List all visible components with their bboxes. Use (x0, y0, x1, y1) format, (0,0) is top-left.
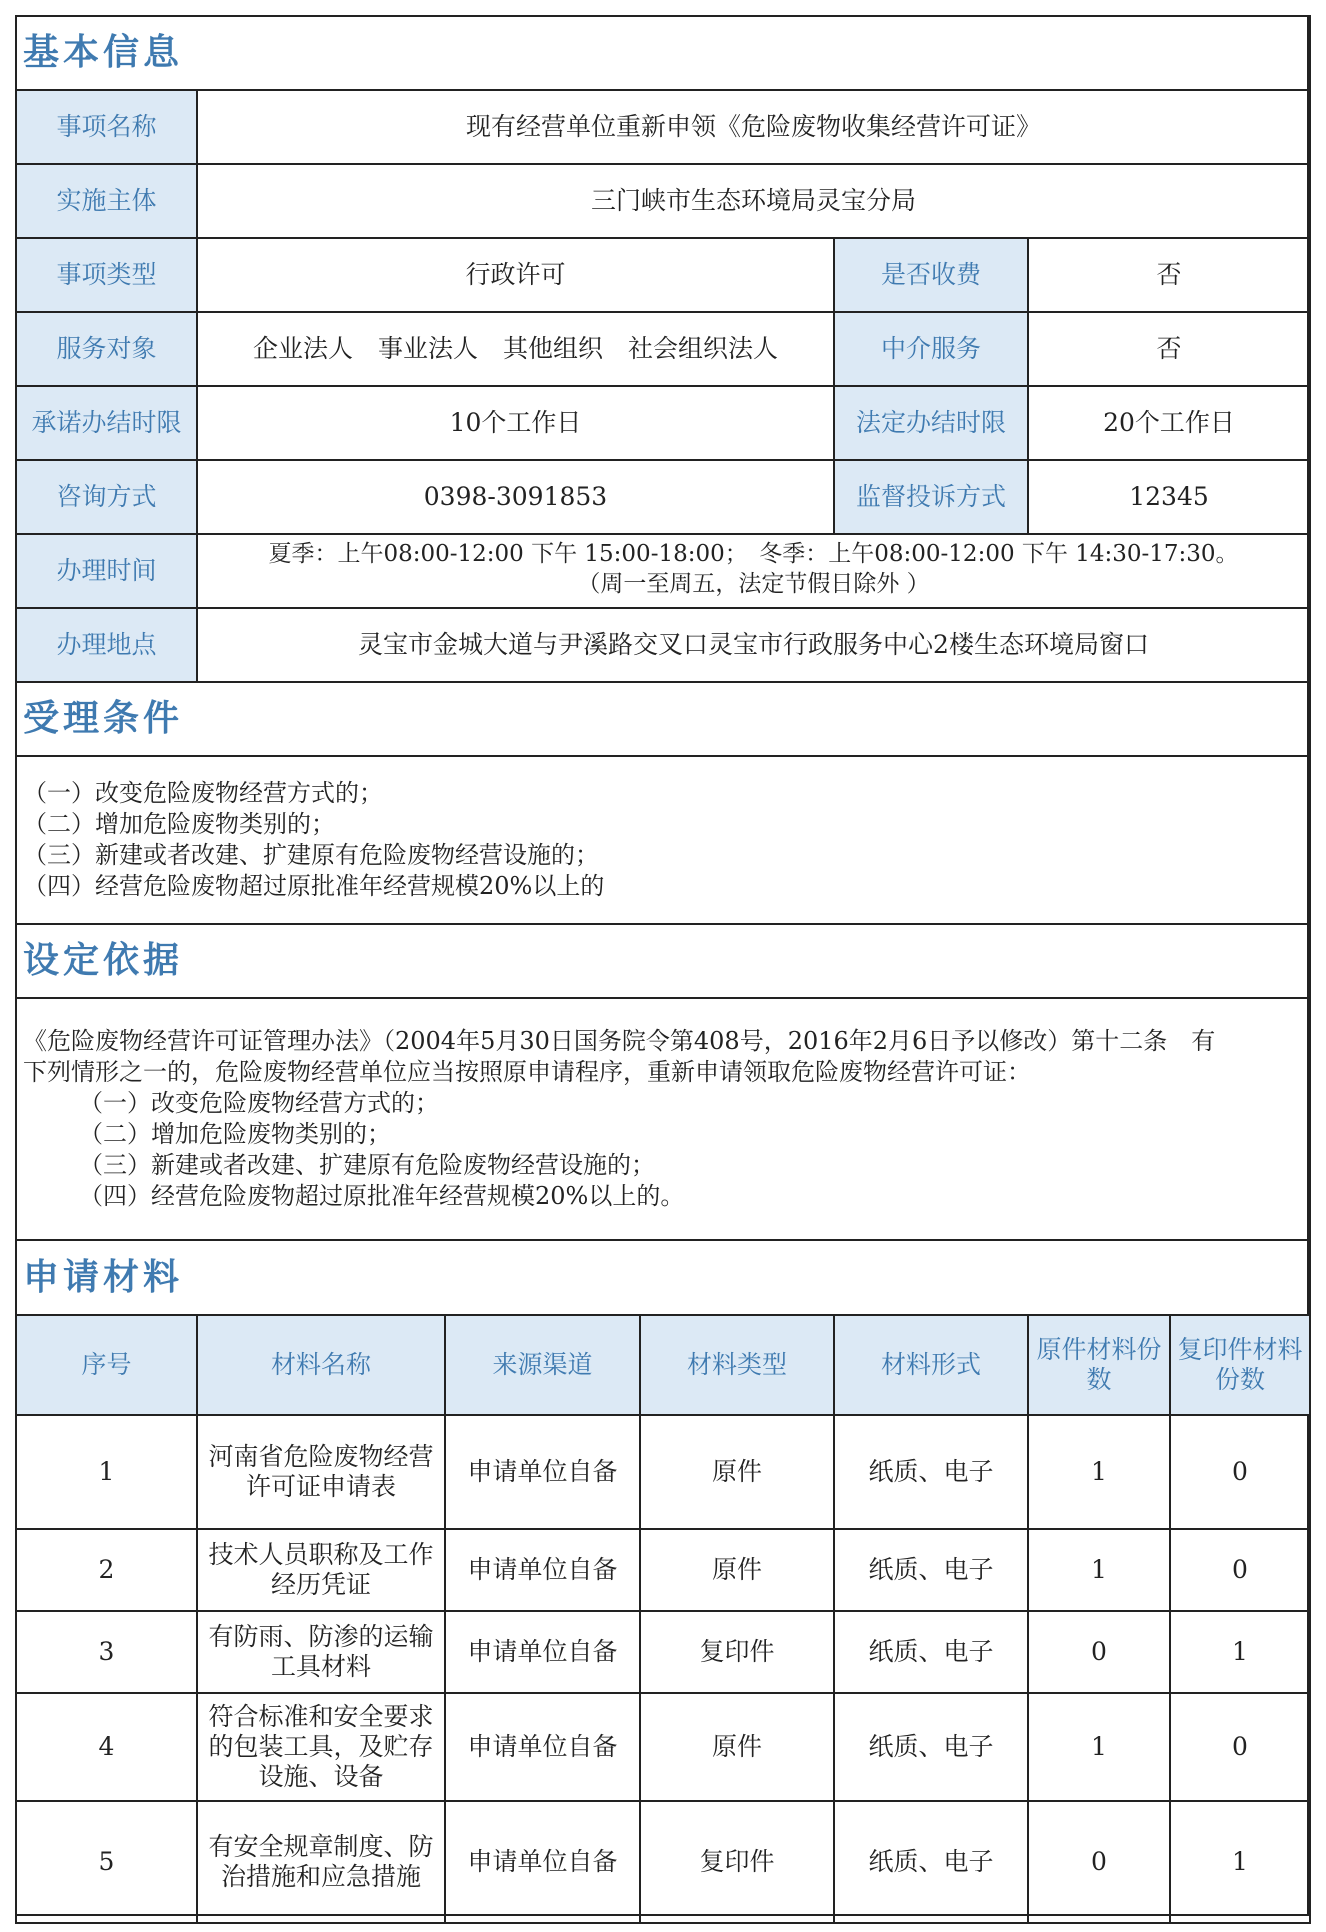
col-header-type: 材料类型 (640, 1315, 834, 1415)
row-copy-count: 0 (1170, 1529, 1310, 1611)
promise-value: 10个工作日 (197, 386, 834, 460)
row-type: 原件 (640, 1529, 834, 1611)
row-form: 纸质、电子 (834, 1801, 1028, 1923)
hours-line-1: 夏季：上午08:00-12:00 下午 15:00-18:00； 冬季：上午08:00-12:00 下午 14:30-17:30。 (268, 541, 1239, 567)
row-source: 申请单位自备 (445, 1529, 640, 1611)
row-name: 技术人员职称及工作经历凭证 (197, 1529, 445, 1611)
row-form: 纸质、电子 (834, 1611, 1028, 1693)
row-source: 申请单位自备 (445, 1611, 640, 1693)
conditions-text (16, 756, 1310, 924)
section-title-conditions: 受理条件 (16, 682, 1310, 756)
row-form: 纸质、电子 (834, 1529, 1028, 1611)
row-type: 原件 (640, 1415, 834, 1529)
row-no: 4 (16, 1693, 197, 1801)
basis-item: （三）新建或者改建、扩建原有危险废物经营设施的； (79, 1151, 655, 1179)
section-title-basic: 基本信息 (16, 16, 1310, 90)
complaint-value: 12345 (1028, 460, 1310, 534)
row-no: 3 (16, 1611, 197, 1693)
consult-label: 咨询方式 (16, 460, 197, 534)
row-form: 纸质、电子 (834, 1693, 1028, 1801)
type-value: 行政许可 (197, 238, 834, 312)
row-no: 5 (16, 1801, 197, 1923)
legal-value: 20个工作日 (1028, 386, 1310, 460)
row-no: 2 (16, 1529, 197, 1611)
table-row (16, 1801, 1310, 1923)
consult-value: 0398-3091853 (197, 460, 834, 534)
row-orig-count: 1 (1028, 1693, 1170, 1801)
materials-header-row (16, 1315, 1310, 1415)
row-orig-count: 1 (1028, 1529, 1170, 1611)
condition-item: （三）新建或者改建、扩建原有危险废物经营设施的； (23, 841, 599, 869)
guide-table (15, 15, 1311, 1924)
basis-line-1: 《危险废物经营许可证管理办法》（2004年5月30日国务院令第408号，2016年2月6日予以修改）第十二条 有 (23, 1027, 1216, 1055)
col-header-source: 来源渠道 (445, 1315, 640, 1415)
item-name-label: 事项名称 (16, 90, 197, 164)
table-row (16, 1529, 1310, 1611)
row-orig-count: 1 (1028, 1415, 1170, 1529)
col-header-form: 材料形式 (834, 1315, 1028, 1415)
row-no: 1 (16, 1415, 197, 1529)
condition-item: （一）改变危险废物经营方式的； (23, 779, 383, 807)
basis-item: （四）经营危险废物超过原批准年经营规模20%以上的。 (79, 1182, 685, 1210)
row-orig-count: 0 (1028, 1611, 1170, 1693)
col-header-no: 序号 (16, 1315, 197, 1415)
promise-label: 承诺办结时限 (16, 386, 197, 460)
row-type: 原件 (640, 1693, 834, 1801)
hours-line-2: （周一至周五，法定节假日除外 ） (577, 571, 930, 597)
row-orig-count: 0 (1028, 1801, 1170, 1923)
basis-item: （一）改变危险废物经营方式的； (79, 1089, 439, 1117)
basis-line-2: 下列情形之一的，危险废物经营单位应当按照原申请程序，重新申请领取危险废物经营许可证： (23, 1058, 1031, 1086)
section-title-basis: 设定依据 (16, 924, 1310, 998)
row-copy-count: 0 (1170, 1693, 1310, 1801)
hours-label: 办理时间 (16, 534, 197, 608)
basis-item: （二）增加危险废物类别的； (79, 1120, 391, 1148)
target-value: 企业法人 事业法人 其他组织 社会组织法人 (197, 312, 834, 386)
type-label: 事项类型 (16, 238, 197, 312)
complaint-label: 监督投诉方式 (834, 460, 1028, 534)
fee-label: 是否收费 (834, 238, 1028, 312)
col-header-orig-count: 原件材料份数 (1028, 1315, 1170, 1415)
agency-label: 中介服务 (834, 312, 1028, 386)
row-source: 申请单位自备 (445, 1693, 640, 1801)
agency-value: 否 (1028, 312, 1310, 386)
col-header-copy-count: 复印件材料份数 (1170, 1315, 1310, 1415)
row-type: 复印件 (640, 1801, 834, 1923)
target-label: 服务对象 (16, 312, 197, 386)
table-row (16, 1415, 1310, 1529)
subject-value: 三门峡市生态环境局灵宝分局 (197, 164, 1310, 238)
row-source: 申请单位自备 (445, 1415, 640, 1529)
row-source: 申请单位自备 (445, 1801, 640, 1923)
address-label: 办理地点 (16, 608, 197, 682)
row-name: 符合标准和安全要求的包装工具，及贮存设施、设备 (197, 1693, 445, 1801)
address-value: 灵宝市金城大道与尹溪路交叉口灵宝市行政服务中心2楼生态环境局窗口 (197, 608, 1310, 682)
row-name: 河南省危险废物经营许可证申请表 (197, 1415, 445, 1529)
row-name: 有防雨、防渗的运输工具材料 (197, 1611, 445, 1693)
section-title-materials: 申请材料 (16, 1240, 1310, 1315)
condition-item: （四）经营危险废物超过原批准年经营规模20%以上的 (23, 872, 605, 900)
row-copy-count: 0 (1170, 1415, 1310, 1529)
basis-text (16, 998, 1310, 1240)
row-form: 纸质、电子 (834, 1415, 1028, 1529)
row-name: 有安全规章制度、防治措施和应急措施 (197, 1801, 445, 1923)
row-type: 复印件 (640, 1611, 834, 1693)
col-header-name: 材料名称 (197, 1315, 445, 1415)
table-row (16, 1693, 1310, 1801)
fee-value: 否 (1028, 238, 1310, 312)
subject-label: 实施主体 (16, 164, 197, 238)
table-row (16, 1611, 1310, 1693)
item-name-value: 现有经营单位重新申领《危险废物收集经营许可证》 (197, 90, 1310, 164)
hours-value (197, 534, 1310, 608)
row-copy-count: 1 (1170, 1611, 1310, 1693)
row-copy-count: 1 (1170, 1801, 1310, 1923)
condition-item: （二）增加危险废物类别的； (23, 810, 335, 838)
legal-label: 法定办结时限 (834, 386, 1028, 460)
service-guide-sheet (15, 15, 1309, 1916)
